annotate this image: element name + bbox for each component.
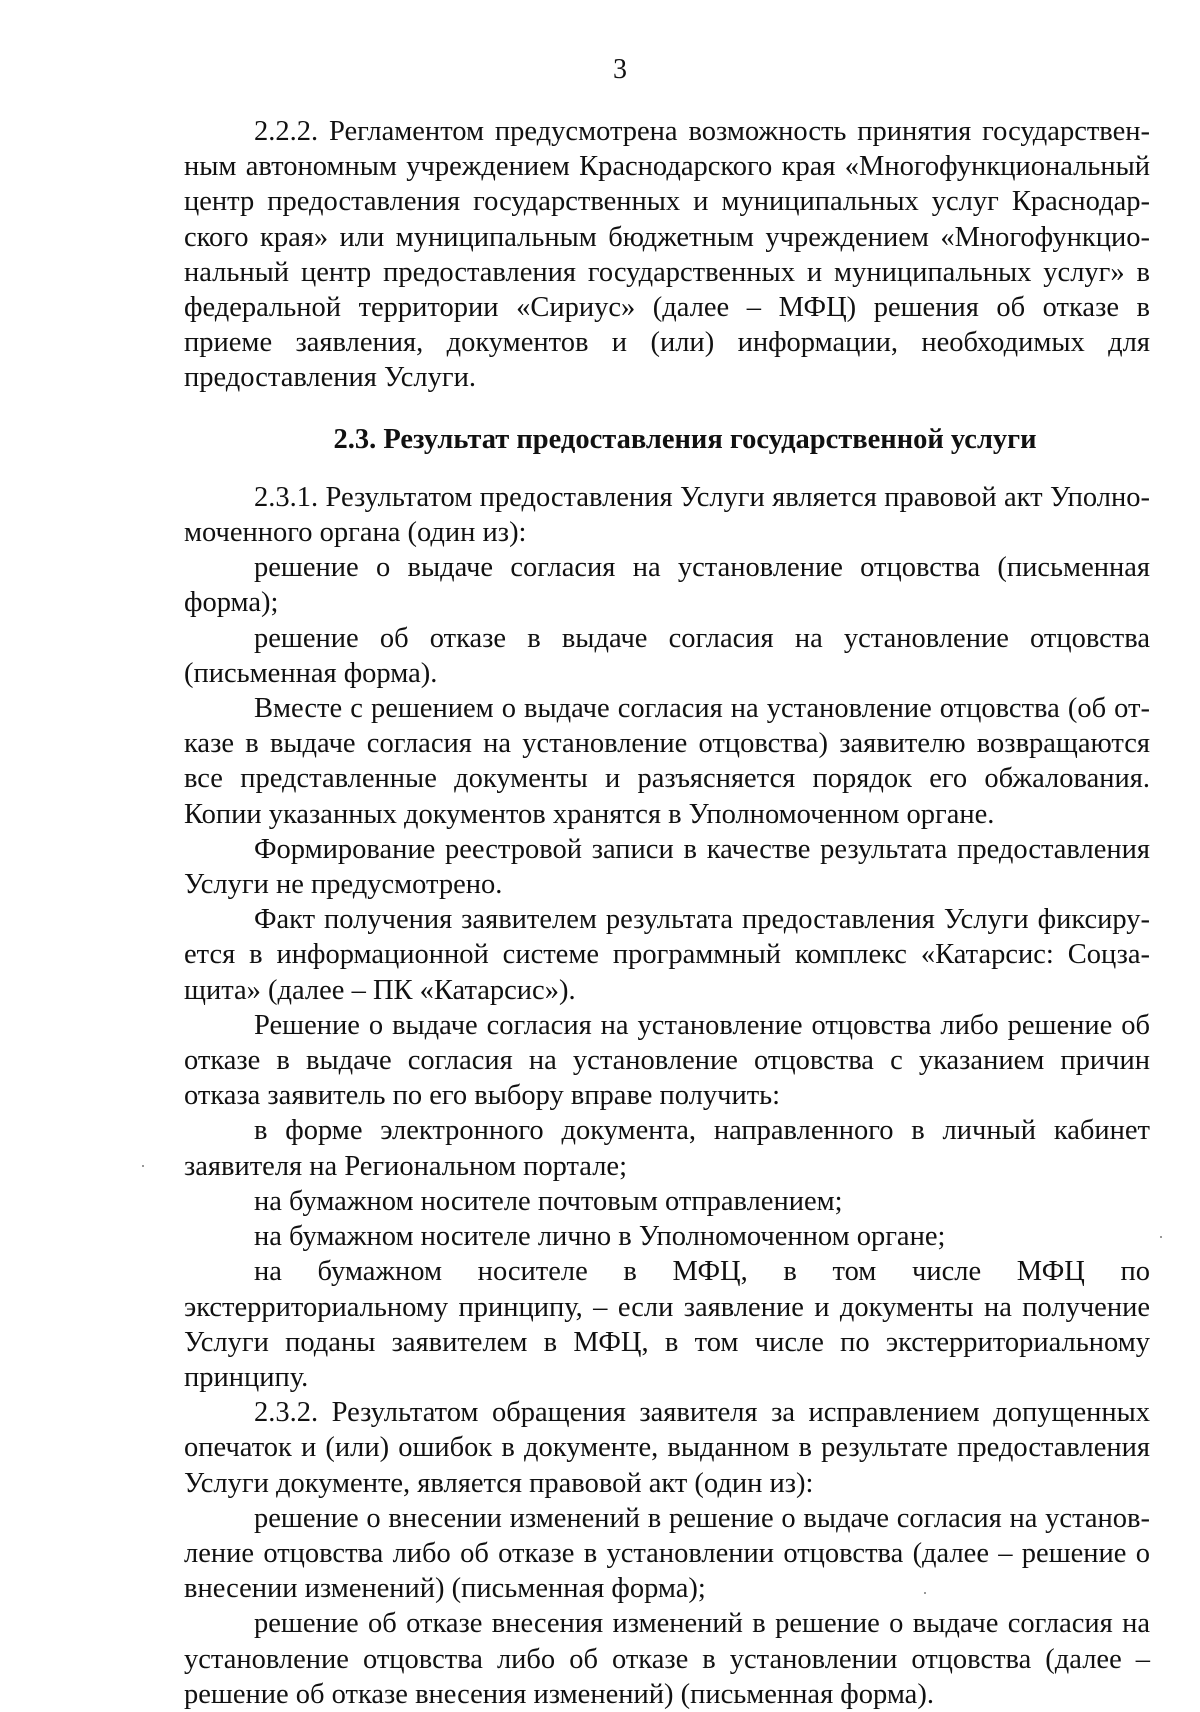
paragraph-documents-return: Вместе с решением о выдаче согласия на установление отцовства (об отказе в выдаче согласия на установление отцовства) заявителю возвращаются все представленные документы и разъясняется порядок его обжалования. Копии указанных документов хранятся в Уполномоченном органе. (184, 693, 1150, 830)
page-number: 3 (613, 54, 627, 85)
list-item-refusal-decision: решение об отказе в выдаче согласия на установление отцовства (письменная форма). (184, 622, 1150, 689)
list-item-consent-decision: решение о выдаче согласия на установление отцовства (письменная форма); (184, 552, 1150, 619)
paragraph-2-3-2: 2.3.2. Результатом обращения заявителя за исправлением допущенных опечаток и (или) ошибок в документе, выданном в результате предоставления Услуги документе, является правовой акт (один из): (184, 1397, 1150, 1499)
list-item-electronic-form: в форме электронного документа, направленного в личный кабинет заявителя на Региональном портале; (184, 1115, 1150, 1182)
list-item-paper-post: на бумажном носителе почтовым отправлением; (254, 1185, 843, 1217)
paragraph-registry-record: Формирование реестровой записи в качестве результата предоставления Услуги не предусмотрено. (184, 833, 1150, 901)
section-heading-2-3: 2.3. Результат предоставления государственной услуги (333, 423, 1037, 455)
list-item-amendment-decision: решение о внесении изменений в решение о выдаче согласия на установление отцовства либо об отказе в установлении отцовства (далее – решение о внесении изменений) (письменная форма); (184, 1502, 1150, 1605)
paragraph-2-3-1: 2.3.1. Результатом предоставления Услуги является правовой акт Уполномоченного органа (один из): (184, 481, 1150, 549)
document-body (184, 114, 1150, 1712)
list-item-paper-personal: на бумажном носителе лично в Уполномоченном органе; (254, 1221, 946, 1253)
paragraph-receipt-fact: Факт получения заявителем результата предоставления Услуги фиксируется в информационной системе программный комплекс «Катарсис: Соцзащита» (далее – ПК «Катарсис»). (184, 904, 1150, 1006)
list-item-amendment-refusal: решение об отказе внесения изменений в решение о выдаче согласия на установление отцовства либо об отказе в установлении отцовства (далее – решение об отказе внесения изменений) (письменная форма). (184, 1608, 1150, 1710)
scan-speck (142, 1165, 144, 1167)
list-item-paper-mfc: на бумажном носителе в МФЦ, в том числе МФЦ по экстерриториальному принципу, – если заявление и документы на получение Услуги поданы заявителем в МФЦ, в том числе по экстерриториальному принципу. (184, 1256, 1150, 1393)
scan-speck (1160, 1236, 1162, 1238)
paragraph-2-2-2: 2.2.2. Регламентом предусмотрена возможность принятия государственным автономным учреждением Краснодарского края «Многофункциональный центр предоставления государственных и муниципальных услуг Краснодарского края» или муниципальным бюджетным учреждением «Многофункциональный центр предоставления государственных и муниципальных услуг» в федеральной территории «Сириус» (далее – МФЦ) решения об отказе в приеме заявления, документов и (или) информации, необходимых для предоставления Услуги. (184, 116, 1150, 394)
paragraph-receipt-choice: Решение о выдаче согласия на установление отцовства либо решение об отказе в выдаче согласия на установление отцовства с указанием причин отказа заявитель по его выбору вправе получить: (184, 1009, 1150, 1112)
scan-speck (924, 1592, 926, 1594)
